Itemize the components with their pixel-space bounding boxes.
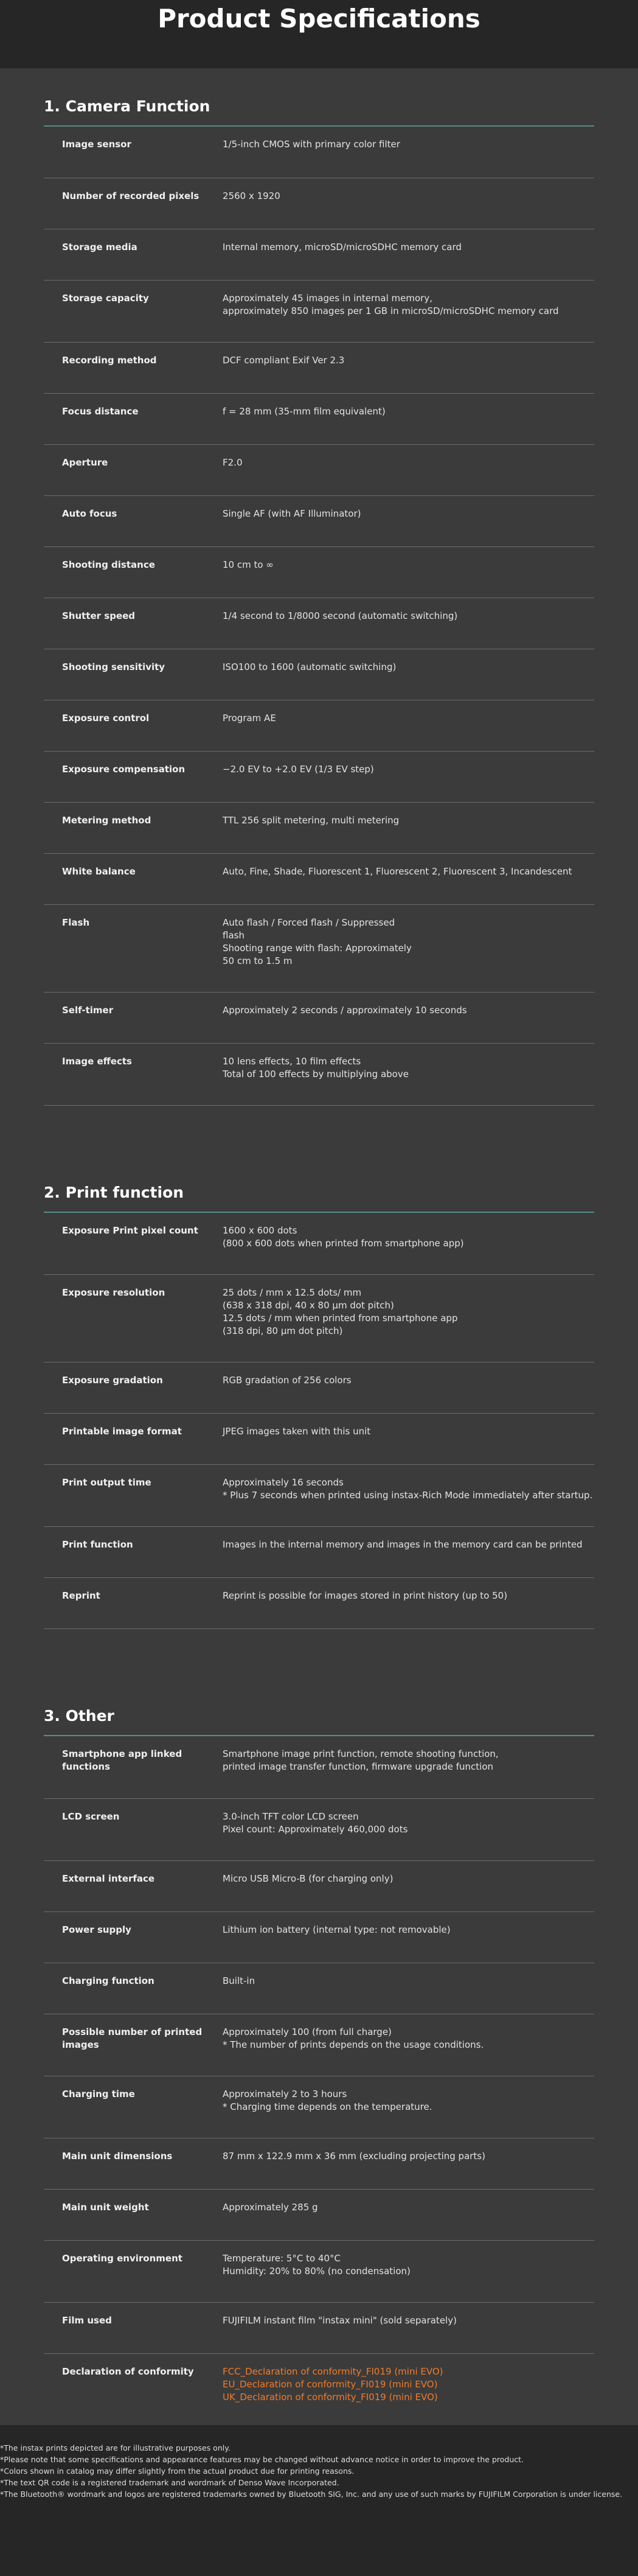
spec-row-external-interface [44, 1860, 594, 1911]
spec-label: Print function [62, 1539, 133, 1550]
spec-row-print-function [44, 1527, 594, 1578]
spec-value-line: ISO100 to 1600 (automatic switching) [223, 661, 397, 672]
spec-value [223, 1414, 594, 1465]
spec-label: Exposure gradation [62, 1375, 163, 1386]
spec-value-line: (318 dpi, 80 μm dot pitch) [223, 1325, 343, 1336]
spec-value [223, 1043, 594, 1105]
spec-label: Main unit dimensions [62, 2150, 173, 2162]
spec-value-line: JPEG images taken with this unit [223, 1426, 371, 1437]
spec-row-charging-time [44, 2076, 594, 2138]
spec-table [44, 127, 594, 1106]
section-camera-function [44, 68, 594, 1106]
spec-label: Main unit weight [62, 2201, 149, 2213]
section-other [44, 1678, 594, 2429]
spec-value [223, 444, 594, 495]
spec-row-image-sensor [44, 127, 594, 178]
spec-row-printable-image-format [44, 1414, 594, 1465]
spec-label: Smartphone app linked functions [62, 1748, 182, 1772]
footer-note: *Colors shown in catalog may differ slightly from the actual product due for printing reasons. [0, 2466, 355, 2476]
spec-label: Exposure Print pixel count [62, 1224, 198, 1236]
spec-row-reprint [44, 1578, 594, 1629]
spec-value [223, 546, 594, 598]
spec-label: Storage media [62, 241, 137, 253]
spec-value-line: Approximately 16 seconds [223, 1477, 344, 1488]
spec-row-shooting-sensitivity [44, 649, 594, 700]
spec-value-line: −2.0 EV to +2.0 EV (1/3 EV step) [223, 763, 374, 775]
spec-value-line: Approximately 2 seconds / approximately 10 seconds [223, 1004, 467, 1016]
spec-label: Image sensor [62, 139, 131, 150]
spec-row-auto-focus [44, 495, 594, 546]
spec-value-line: 87 mm x 122.9 mm x 36 mm (excluding projecting parts) [223, 2150, 485, 2162]
spec-label: Focus distance [62, 405, 139, 417]
page-title: Product Specifications [158, 4, 480, 33]
spec-value [223, 802, 594, 853]
spec-label: Exposure compensation [62, 763, 186, 775]
spec-value [223, 178, 594, 229]
spec-value [223, 751, 594, 802]
spec-value-line: Approximately 45 images in internal memory, [223, 292, 432, 304]
spec-label: Flash [62, 916, 90, 928]
spec-row-focus-distance [44, 393, 594, 444]
footer-note: *Please note that some specifications and appearance features may be changed without advance notice in order to improve the product. [0, 2455, 524, 2464]
spec-value [223, 1465, 594, 1527]
spec-value [223, 1578, 594, 1629]
spec-row-power-supply [44, 1911, 594, 1963]
spec-value-line: TTL 256 split metering, multi metering [223, 814, 400, 826]
spec-value [223, 342, 594, 393]
page-header [0, 0, 638, 68]
spec-value-line: 50 cm to 1.5 m [223, 955, 293, 966]
spec-row-exposure-print-pixel-count [44, 1213, 594, 1275]
spec-value-line: Approximately 2 to 3 hours [223, 2088, 347, 2100]
spec-value [223, 2076, 594, 2138]
section-header [44, 1154, 594, 1213]
spec-value-line: Shooting range with flash: Approximately [223, 942, 412, 954]
spec-value-line: Images in the internal memory and images in the memory card can be printed [223, 1539, 583, 1550]
footer-note: *The text QR code is a registered trademark and wordmark of Denso Wave Incorporated. [0, 2478, 339, 2487]
spec-value [223, 2353, 594, 2428]
spec-value-line: Internal memory, microSD/microSDHC memory card [223, 241, 462, 253]
spec-value-line: flash [223, 929, 244, 941]
spec-label: White balance [62, 865, 136, 877]
spec-value-line: DCF compliant Exif Ver 2.3 [223, 354, 345, 366]
section-title: 2. Print function [44, 1182, 594, 1213]
spec-value-line: Approximately 285 g [223, 2201, 318, 2213]
spec-value-line: 1/5-inch CMOS with primary color filter [223, 139, 400, 150]
footer-note: *The instax prints depicted are for illustrative purposes only. [0, 2443, 231, 2452]
spec-value [223, 1275, 594, 1363]
spec-label: Power supply [62, 1924, 131, 1935]
spec-value-line: Reprint is possible for images stored in print history (up to 50) [223, 1590, 508, 1601]
spec-value [223, 393, 594, 444]
spec-value [223, 1736, 594, 1798]
spec-label: Operating environment [62, 2252, 182, 2264]
spec-label: Film used [62, 2314, 112, 2326]
spec-label: Print output time [62, 1477, 151, 1488]
spec-row-smartphone-app-linked-functions [44, 1736, 594, 1798]
spec-content [0, 68, 638, 2425]
spec-value-line: F2.0 [223, 456, 243, 468]
section-header [44, 1678, 594, 1736]
spec-value [223, 280, 594, 342]
section-title: 3. Other [44, 1706, 594, 1736]
spec-row-main-unit-weight [44, 2189, 594, 2240]
section-header [44, 68, 594, 127]
spec-value-line: (800 x 600 dots when printed from smartphone app) [223, 1237, 464, 1249]
spec-row-exposure-resolution [44, 1275, 594, 1363]
spec-label: Shutter speed [62, 610, 136, 621]
spec-value-line: 1600 x 600 dots [223, 1224, 297, 1236]
spec-row-exposure-gradation [44, 1363, 594, 1414]
section-title: 1. Camera Function [44, 96, 594, 127]
spec-value [223, 229, 594, 280]
spec-value [223, 2014, 594, 2076]
spec-value [223, 1911, 594, 1963]
spec-label: External interface [62, 1873, 155, 1884]
spec-label: Image effects [62, 1055, 132, 1067]
spec-row-self-timer [44, 992, 594, 1043]
spec-label: Charging function [62, 1975, 154, 1986]
spec-value-line: Smartphone image print function, remote shooting function, [223, 1748, 499, 1759]
spec-value [223, 1860, 594, 1911]
spec-label: LCD screen [62, 1810, 120, 1822]
spec-row-aperture [44, 444, 594, 495]
spec-row-storage-capacity [44, 280, 594, 342]
spec-value-line: Humidity: 20% to 80% (no condensation) [223, 2265, 411, 2277]
spec-label: Shooting distance [62, 559, 155, 570]
spec-value-line: Pixel count: Approximately 460,000 dots [223, 1823, 408, 1835]
spec-row-possible-number-of-printed-images [44, 2014, 594, 2076]
spec-value-line: Single AF (with AF Illuminator) [223, 508, 361, 519]
footer-note: *The Bluetooth® wordmark and logos are registered trademarks owned by Bluetooth SIG, Inc. and any use of such marks by FUJIFILM Corporation is under license. [0, 2490, 623, 2499]
spec-value-line: 2560 x 1920 [223, 190, 280, 201]
spec-table [44, 1213, 594, 1630]
spec-value-line: Lithium ion battery (internal type: not removable) [223, 1924, 451, 1935]
spec-value [223, 1213, 594, 1275]
spec-value-line: Program AE [223, 712, 276, 724]
spec-value [223, 495, 594, 546]
spec-value-line: * The number of prints depends on the usage conditions. [223, 2039, 484, 2050]
spec-label: Self-timer [62, 1004, 114, 1016]
spec-value [223, 649, 594, 700]
spec-row-operating-environment [44, 2240, 594, 2302]
spec-value [223, 2138, 594, 2189]
spec-row-film-used [44, 2302, 594, 2353]
spec-label: Printable image format [62, 1426, 182, 1437]
spec-value [223, 1363, 594, 1414]
spec-row-print-output-time [44, 1465, 594, 1527]
spec-value-line: * Charging time depends on the temperature. [223, 2101, 432, 2112]
spec-label: Aperture [62, 456, 108, 468]
spec-value-line: 10 lens effects, 10 film effects [223, 1055, 361, 1067]
spec-row-metering-method [44, 802, 594, 853]
spec-row-flash [44, 904, 594, 992]
spec-row-shutter-speed [44, 598, 594, 649]
spec-value [223, 1798, 594, 1860]
declaration-link[interactable]: EU_Declaration of conformity_FI019 (mini EVO) [223, 2378, 438, 2390]
spec-label: Shooting sensitivity [62, 661, 165, 672]
spec-value-line: Auto, Fine, Shade, Fluorescent 1, Fluorescent 2, Fluorescent 3, Incandescent [223, 865, 572, 877]
spec-value [223, 1963, 594, 2014]
spec-value-line: Temperature: 5°C to 40°C [223, 2252, 341, 2264]
spec-label: Number of recorded pixels [62, 190, 199, 201]
spec-row-charging-function [44, 1963, 594, 2014]
spec-value-line: approximately 850 images per 1 GB in microSD/microSDHC memory card [223, 305, 559, 316]
declaration-link[interactable]: UK_Declaration of conformity_FI019 (mini EVO) [223, 2391, 438, 2403]
spec-value-line: Micro USB Micro-B (for charging only) [223, 1873, 394, 1884]
spec-value-line: printed image transfer function, firmware upgrade function [223, 1761, 494, 1772]
spec-label: Recording method [62, 354, 157, 366]
spec-value-line: 1/4 second to 1/8000 second (automatic switching) [223, 610, 458, 621]
spec-row-image-effects [44, 1043, 594, 1105]
spec-value-line: 10 cm to ∞ [223, 559, 274, 570]
spec-value [223, 853, 594, 904]
spec-label: Reprint [62, 1590, 100, 1601]
spec-value [223, 2240, 594, 2302]
spec-label: Declaration of conformity [62, 2365, 194, 2377]
spec-row-recording-method [44, 342, 594, 393]
spec-value-line: 3.0-inch TFT color LCD screen [223, 1810, 359, 1822]
spec-table [44, 1736, 594, 2429]
spec-value [223, 127, 594, 178]
spec-value [223, 2302, 594, 2353]
spec-value-line: Auto flash / Forced flash / Suppressed [223, 916, 395, 928]
spec-label: Charging time [62, 2088, 135, 2100]
spec-label: Metering method [62, 814, 151, 826]
spec-value-line: FUJIFILM instant film "instax mini" (sold separately) [223, 2314, 457, 2326]
spec-value [223, 700, 594, 751]
spec-row-white-balance [44, 853, 594, 904]
spec-row-storage-media [44, 229, 594, 280]
spec-row-shooting-distance [44, 546, 594, 598]
footer-notes [0, 2425, 638, 2576]
spec-row-number-of-recorded-pixels [44, 178, 594, 229]
spec-value-line: f = 28 mm (35-mm film equivalent) [223, 405, 386, 417]
spec-label: Exposure resolution [62, 1287, 165, 1298]
declaration-link[interactable]: FCC_Declaration of conformity_FI019 (mini EVO) [223, 2365, 443, 2377]
section-print-function [44, 1154, 594, 1630]
spec-row-main-unit-dimensions [44, 2138, 594, 2189]
spec-row-exposure-compensation [44, 751, 594, 802]
spec-label: Storage capacity [62, 292, 149, 304]
spec-label: Possible number of printed images [62, 2026, 203, 2050]
spec-value-line: 25 dots / mm x 12.5 dots/ mm [223, 1287, 362, 1298]
spec-value-line: RGB gradation of 256 colors [223, 1375, 352, 1386]
spec-row-exposure-control [44, 700, 594, 751]
spec-value-line: Total of 100 effects by multiplying above [223, 1068, 409, 1080]
spec-value [223, 598, 594, 649]
spec-value-line: * Plus 7 seconds when printed using instax-Rich Mode immediately after startup. [223, 1490, 593, 1501]
spec-value [223, 1527, 594, 1578]
spec-value [223, 904, 594, 992]
spec-value [223, 2189, 594, 2240]
spec-value [223, 992, 594, 1043]
spec-row-declaration-of-conformity [44, 2353, 594, 2428]
spec-value-line: (638 x 318 dpi, 40 x 80 μm dot pitch) [223, 1300, 394, 1311]
spec-label: Auto focus [62, 508, 117, 519]
spec-value-line: 12.5 dots / mm when printed from smartphone app [223, 1313, 458, 1324]
spec-row-lcd-screen [44, 1798, 594, 1860]
spec-label: Exposure control [62, 712, 150, 724]
spec-value-line: Built-in [223, 1975, 255, 1986]
spec-value-line: Approximately 100 (from full charge) [223, 2026, 392, 2037]
